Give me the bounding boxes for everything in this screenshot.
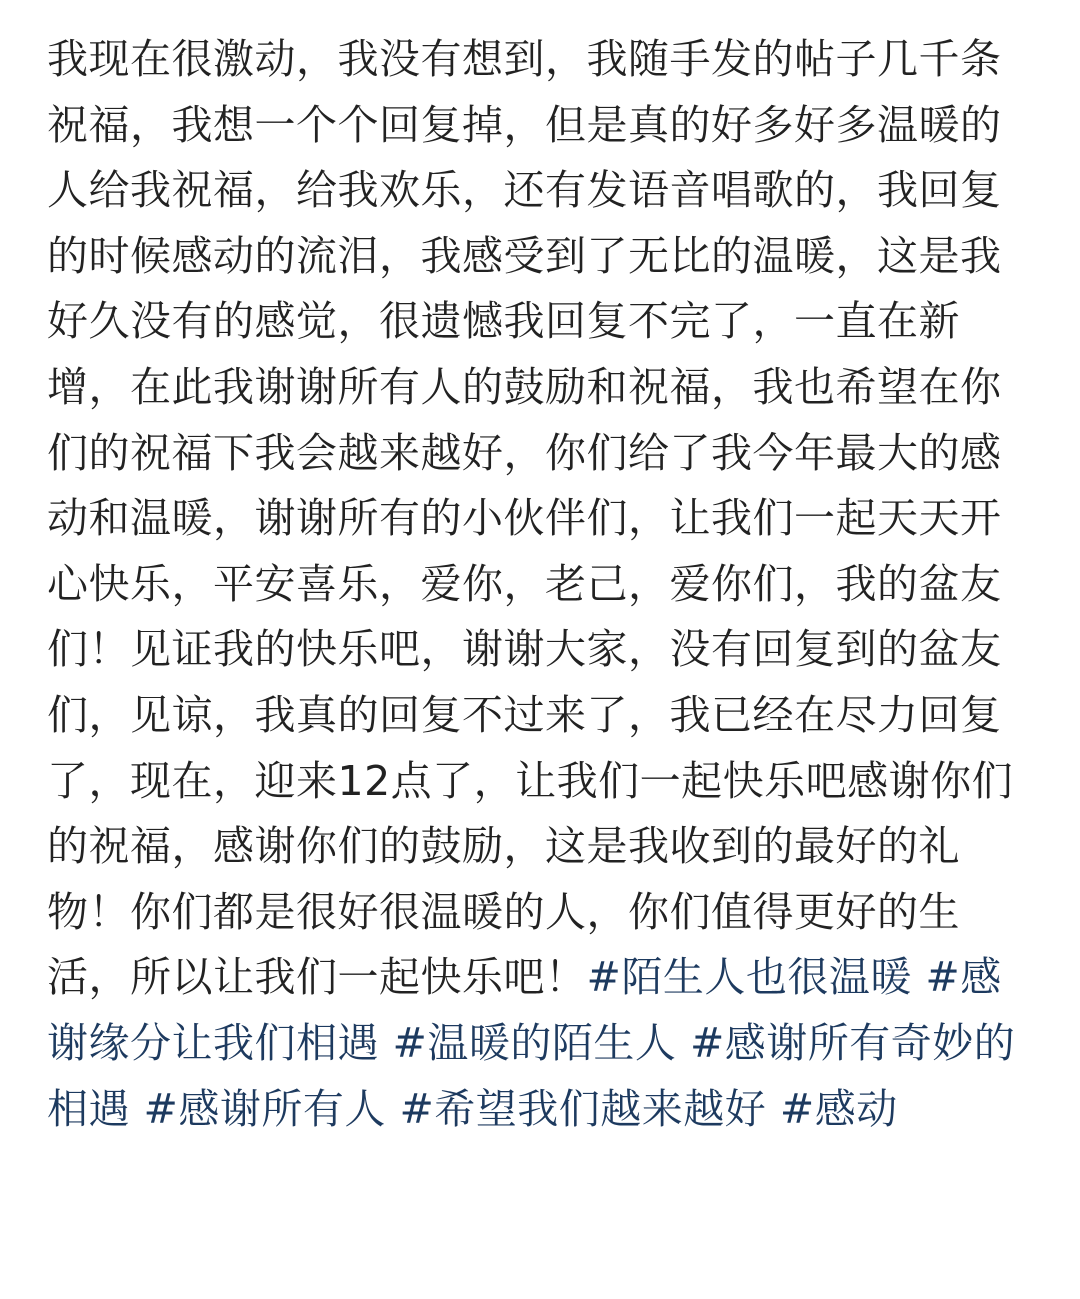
hashtag-link[interactable]: #陌生人也很温暖 [586,953,912,1002]
hashtag-link[interactable]: #感谢所有奇妙的相遇 [47,1018,1016,1133]
hashtag-link[interactable]: #感谢缘分让我们相遇 [47,953,1002,1067]
hashtag-link[interactable]: #感动 [779,1084,898,1133]
hashtag-link[interactable]: #希望我们越来越好 [399,1084,767,1133]
hashtag-link[interactable]: #感谢所有人 [143,1084,386,1133]
post-body [47,27,1037,1142]
post-text: 我现在很激动，我没有想到，我随手发的帖子几千条祝福，我想一个个回复掉，但是真的好多好多温暖的人给我祝福，给我欢乐，还有发语音唱歌的，我回复的时候感动的流泪，我感受到了无比的温暖，这是我好久没有的感觉，很遗憾我回复不完了，一直在新增，在此我谢谢所有人的鼓励和祝福，我也希望在你们的祝福下我会越来越好，你们给了我今年最大的感动和温暖，谢谢所有的小伙伴们，让我们一起天天开心快乐，平安喜乐，爱你，老己，爱你们，我的盆友们！见证我的快乐吧，谢谢大家，没有回复到的盆友们，见谅，我真的回复不过来了，我已经在尽力回复了，现在，迎来12点了，让我们一起快乐吧感谢你们的祝福，感谢你们的鼓励，这是我收到的最好的礼物！你们都是很好很温暖的人，你们值得更好的生活，所以让我们一起快乐吧！ [47,35,1014,1002]
hashtag-link[interactable]: #温暖的陌生人 [392,1018,677,1067]
